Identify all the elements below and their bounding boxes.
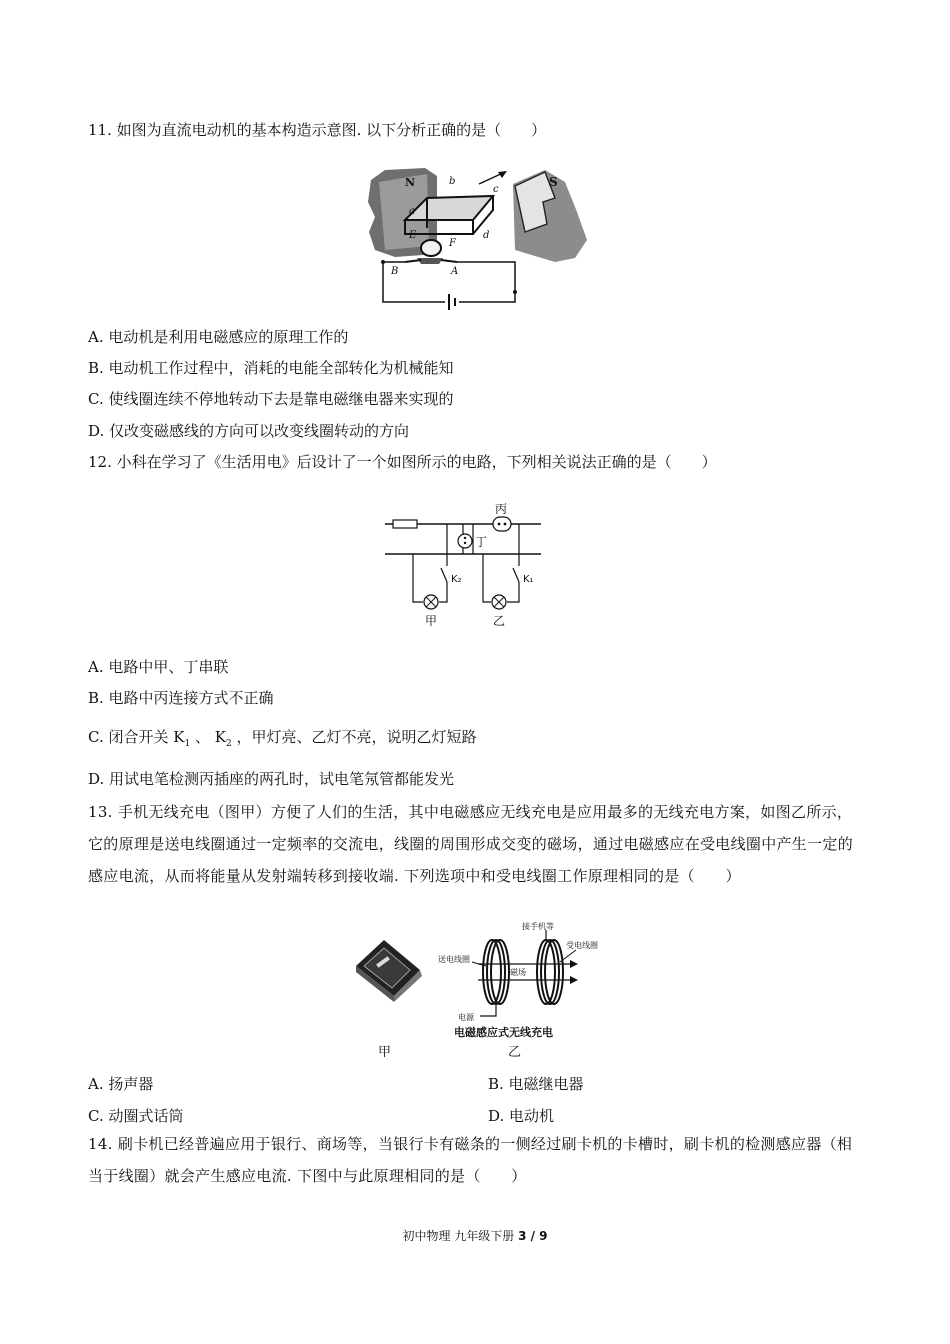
label-c: c — [493, 184, 499, 195]
dc-motor-diagram — [365, 162, 595, 320]
household-circuit-diagram — [383, 498, 543, 632]
q13-option-c: C. 动圈式话筒 — [88, 1107, 184, 1125]
q11-option-b: B. 电动机工作过程中，消耗的电能全部转化为机械能知 — [88, 359, 454, 377]
label-k2: K₂ — [451, 574, 462, 585]
label-power: 电源 — [458, 1013, 474, 1022]
q12-option-c-pre: C. 闭合开关 K — [88, 728, 185, 746]
label-send-coil: 送电线圈 — [438, 955, 470, 964]
page-footer — [0, 1228, 950, 1244]
q11-stem: 11. 如图为直流电动机的基本构造示意图. 以下分析正确的是（ ） — [88, 121, 547, 139]
label-S: S — [549, 175, 558, 189]
label-N: N — [405, 176, 416, 189]
q11-option-c: C. 使线圈连续不停地转动下去是靠电磁继电器来实现的 — [88, 390, 454, 408]
label-ding: 丁 — [475, 535, 488, 549]
label-A: A — [451, 266, 459, 277]
q12-option-c — [88, 727, 476, 754]
q11-option-d: D. 仅改变磁感线的方向可以改变线圈转动的方向 — [88, 422, 410, 440]
label-d: d — [483, 230, 490, 241]
label-F: F — [449, 238, 456, 249]
q12-option-b: B. 电路中丙连接方式不正确 — [88, 689, 274, 707]
label-a: a — [409, 206, 415, 217]
footer-page-number: 3 / 9 — [518, 1229, 548, 1243]
q13-option-b: B. 电磁继电器 — [488, 1075, 584, 1093]
q12-option-c-sub2: 2 — [225, 739, 232, 749]
label-yi: 乙 — [493, 614, 506, 628]
q13-option-a: A. 扬声器 — [88, 1075, 154, 1093]
q13-option-d: D. 电动机 — [488, 1107, 555, 1125]
label-k1: K₁ — [523, 574, 534, 585]
q12-option-a: A. 电路中甲、丁串联 — [88, 658, 229, 676]
q12-option-c-post: ，甲灯亮、乙灯不亮，说明乙灯短路 — [231, 728, 477, 746]
label-top: 接手机等 — [522, 922, 554, 931]
q12-option-c-sub1: 1 — [184, 739, 191, 749]
fig-yi-label: 乙 — [508, 1045, 522, 1060]
q11-option-a: A. 电动机是利用电磁感应的原理工作的 — [88, 328, 349, 346]
label-bing: 丙 — [495, 502, 508, 516]
label-E: E — [409, 230, 417, 241]
q12-option-d: D. 用试电笔检测丙插座的两孔时，试电笔氖管都能发光 — [88, 770, 455, 788]
footer-text: 初中物理 九年级下册 — [402, 1229, 519, 1243]
label-B: B — [391, 266, 399, 277]
label-caption: 电磁感应式无线充电 — [454, 1026, 553, 1039]
fig-jia-label: 甲 — [378, 1045, 392, 1060]
q14-stem: 14. 刷卡机已经普遍应用于银行、商场等，当银行卡有磁条的一侧经过刷卡机的卡槽时，刷卡机的检测感应器（相当于线圈）就会产生感应电流. 下图中与此原理相同的是（ ） — [88, 1135, 853, 1185]
phone-on-pad-illustration — [356, 940, 422, 1002]
q12-option-c-mid: 、 K — [190, 728, 226, 746]
wireless-charging-figure — [350, 922, 610, 1062]
label-jia: 甲 — [425, 614, 438, 628]
q12-stem: 12. 小科在学习了《生活用电》后设计了一个如图所示的电路，下列相关说法正确的是（ ） — [88, 453, 717, 471]
label-magnetic-field: 磁场 — [510, 968, 526, 977]
label-b: b — [449, 176, 456, 187]
label-receive-coil: 受电线圈 — [566, 941, 598, 950]
q13-stem: 13. 手机无线充电（图甲）方便了人们的生活，其中电磁感应无线充电是应用最多的无线充电方案，如图乙所示，它的原理是送电线圈通过一定频率的交流电，线圈的周围形成交变的磁场，通过电磁感应在受电线圈中产生一定的感应电流，从而将能量从发射端转移到接收端. 下列选项中和受电线圈工作原理相同的是（ ） — [88, 803, 854, 885]
